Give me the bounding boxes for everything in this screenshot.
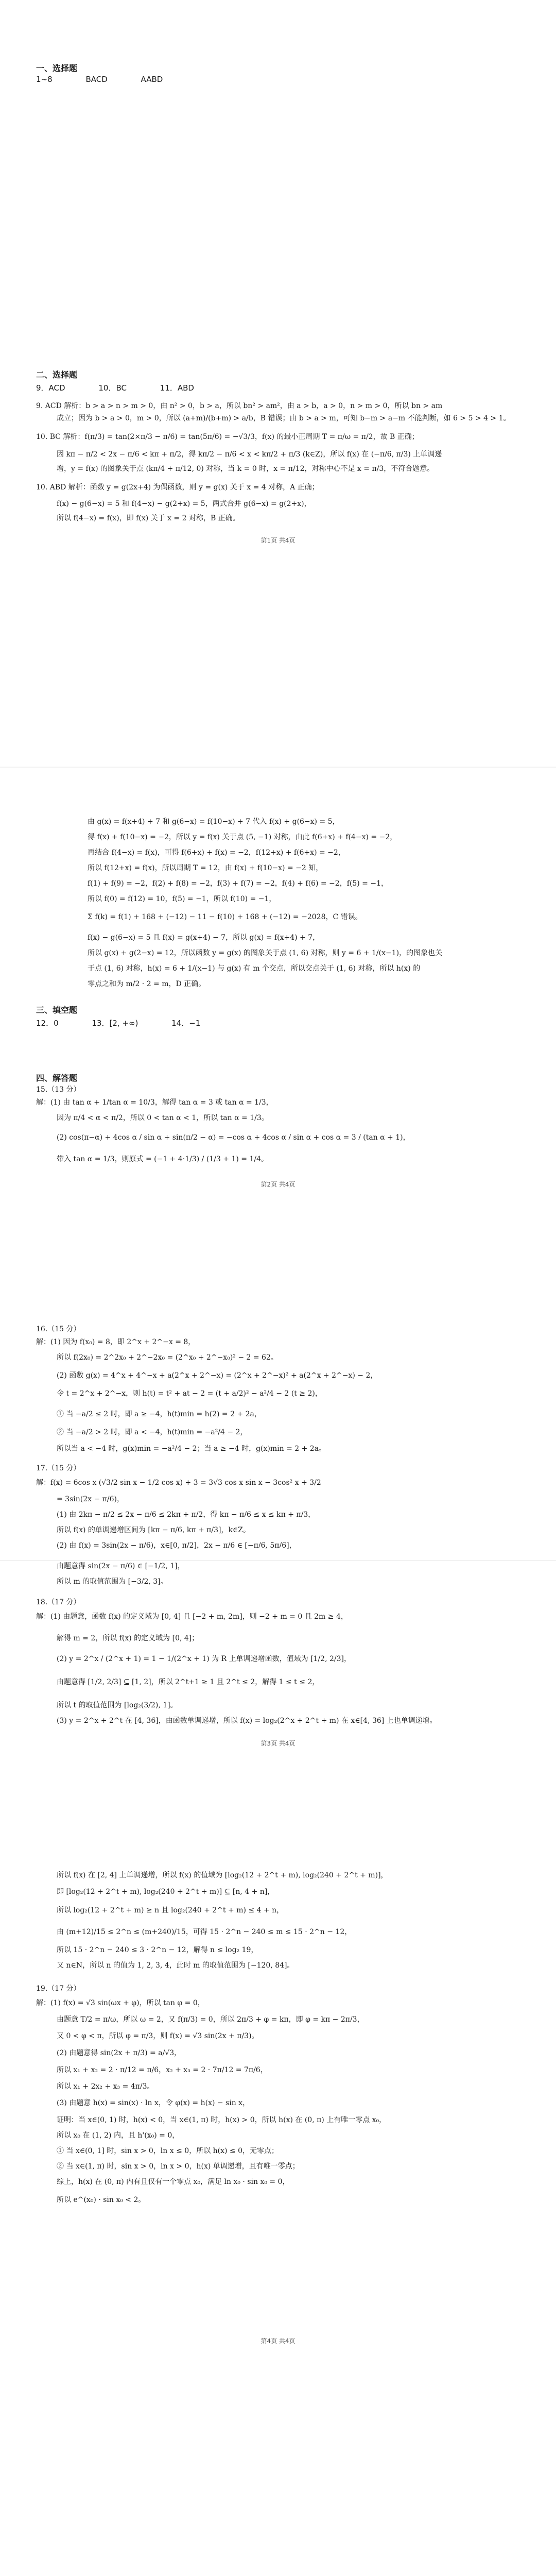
solution-line: ① 当 −a/2 ≤ 2 时，即 a ≥ −4，h(t)min = h(2) = 2 + 2a， [57,1410,262,1418]
solution-line: (2) 由 f(x) = 3sin(2x − π/6)，x∈[0, π/2]，2x − π/6 ∈ [−π/6, 5π/6]， [57,1541,297,1550]
solution-line: f(x) − g(6−x) = 5 和 f(4−x) − g(2+x) = 5，两式合并 g(6−x) = g(2+x)， [57,500,311,508]
solution-line: f(x) − g(6−x) = 5 且 f(x) = g(x+4) − 7，所以 g(x) = f(x+4) + 7， [88,934,320,942]
solution-line: 带入 tan α = 1/3，则原式 = (−1 + 4·1/3) / (1/3 + 1) = 1/4。 [57,1155,268,1163]
solution-line: 零点之和为 m/2 · 2 = m，D 正确。 [88,980,206,988]
solution-line: 再结合 f(4−x) = f(x)，可得 f(6+x) + f(x) = −2，f(12+x) + f(6+x) = −2， [88,849,345,857]
solution-line: 解：f(x) = 6cos x (√3/2 sin x − 1/2 cos x) + 3 = 3√3 cos x sin x − 3cos² x + 3/2 [36,1479,321,1487]
solution-line: (3) y = 2^x + 2^t 在 [4, 36]，由函数单调递增，所以 f(x) = log₂(2^x + 2^t + m) 在 x∈[4, 36] 上也单调递增。 [57,1717,437,1725]
solution-line: 解：(1) 由 tan α + 1/tan α = 10/3，解得 tan α = 3 或 tan α = 1/3， [36,1098,273,1107]
solution-line: 所以 f(x) 的单调递增区间为 [kπ − π/6, kπ + π/3]，k∈Z。 [57,1526,251,1534]
answer-q11: 11．ABD [160,383,194,393]
solution-line: 因为 π/4 < α < π/2，所以 0 < tan α < 1，所以 tan α = 1/3。 [57,1114,269,1122]
solution-line: 令 t = 2^x + 2^−x，则 h(t) = t² + at − 2 = (t + a/2)² − a²/4 − 2 (t ≥ 2)， [57,1389,322,1398]
solution-line: 所以 f(2x₀) = 2^2x₀ + 2^−2x₀ = (2^x₀ + 2^−x₀)² − 2 = 62。 [57,1353,278,1362]
page-footer: 第4页 共4页 [260,2337,296,2345]
solution-line: 得 f(x) + f(10−x) = −2，所以 y = f(x) 关于点 (5, −1) 对称，由此 f(6+x) + f(4−x) = −2， [88,833,397,841]
solution-line: 所以 f(0) = f(12) = 10，f(5) = −1，所以 f(10) = −1， [88,895,276,903]
section-title-multi-choice: 二、选择题 [36,370,78,380]
solution-line: (2) y = 2^x / (2^x + 1) = 1 − 1/(2^x + 1) 为 R 上单调递增函数，值域为 [1/2, 2/3]， [57,1655,351,1663]
solution-line: ② 当 −a/2 > 2 时，即 a < −4，h(t)min = −a²/4 − 2， [57,1428,248,1436]
multi-choice-answers [36,382,225,393]
solution-line: 成立；因为 b > a > 0，m > 0，所以 (a+m)/(b+m) > a/b，B 错误；由 b > a > m，可知 b−m > a−m 不能判断，如 6 > 5 > 4 > 1。 [57,414,511,422]
solution-line: f(1) + f(9) = −2，f(2) + f(8) = −2，f(3) + f(7) = −2，f(4) + f(6) = −2，f(5) = −1， [88,879,388,888]
solution-line: (2) 函数 g(x) = 4^x + 4^−x + a(2^x + 2^−x) = (2^x + 2^−x)² + a(2^x + 2^−x) − 2， [57,1371,378,1380]
section-title-solutions: 四、解答题 [36,1073,78,1083]
mc-range-label: 1~8 [36,75,53,84]
solution-line: 增，y = f(x) 的图象关于点 (kπ/4 + π/12, 0) 对称，当 k = 0 时，x = π/12，对称中心不是 x = π/3，不符合题意。 [57,465,435,473]
solution-line: 所以 t 的取值范围为 [log₂(3/2), 1]。 [57,1701,178,1709]
page-footer: 第3页 共4页 [260,1740,296,1747]
solution-line: 所以 f(12+x) = f(x)，所以周期 T = 12，由 f(x) + f(10−x) = −2 知， [88,864,323,872]
solution-line: 所以 f(4−x) = f(x)，即 f(x) 关于 x = 2 对称，B 正确。 [57,514,240,522]
solution-line: (1) 由 2kπ − π/2 ≤ 2x − π/6 ≤ 2kπ + π/2，得 kπ − π/6 ≤ x ≤ kπ + π/3， [57,1511,316,1519]
solution-line: (3) 由题意 h(x) = sin(x) · ln x，令 φ(x) = h(x) − sin x， [57,2099,250,2107]
solution-line: ② 当 x∈(1, π) 时，sin x > 0，ln x > 0，h(x) 单调递增，且有唯一零点； [57,2162,300,2171]
solution-line: 解得 m = 2，所以 f(x) 的定义域为 [0, 4]； [57,1634,199,1642]
solution-line: 综上，h(x) 在 (0, π) 内有且仅有一个零点 x₀，满足 ln x₀ · sin x₀ = 0， [57,2178,290,2186]
solution-line: 10. BC 解析：f(π/3) = tan(2×π/3 − π/6) = tan(5π/6) = −√3/3，f(x) 的最小正周期 T = π/ω = π/2，故 B 正确； [36,433,419,441]
solution-line: 证明：当 x∈(0, 1) 时，h(x) < 0，当 x∈(1, π) 时，h(x) > 0，所以 h(x) 在 (0, π) 上有唯一零点 x₀， [57,2116,387,2124]
solution-line: 所以 x₁ + x₂ = 2 · π/12 = π/6，x₂ + x₃ = 2 · 7π/12 = 7π/6， [57,2066,268,2074]
solution-line: 所以当 a < −4 时，g(x)min = −a²/4 − 2；当 a ≥ −4 时，g(x)min = 2 + 2a。 [57,1445,326,1453]
solution-line: = 3sin(2x − π/6)， [57,1495,124,1503]
solution-line: 所以 x₀ 在 (1, 2) 内，且 h'(x₀) = 0， [57,2131,180,2140]
solution-line: 所以 x₁ + 2x₂ + x₃ = 4π/3。 [57,2082,154,2091]
page-footer: 第2页 共4页 [260,1181,296,1188]
answer-page-2 [0,768,556,1561]
answer-page-1 [0,0,556,768]
solution-line: Σ f(k) = f(1) + 168 + (−12) − 11 − f(10) + 168 + (−12) = −2028，C 错误。 [88,913,362,921]
solution-line: 所以 g(x) + g(2−x) = 12，所以函数 y = g(x) 的图象关于点 (1, 6) 对称，则 y = 6 + 1/(x−1)，的图象也关 [88,949,443,957]
solution-line: (2) cos(π−α) + 4cos α / sin α + sin(π/2 − α) = −cos α + 4cos α / sin α + cos α = 3 / (tan α + 1)， [57,1133,410,1142]
page-footer: 第1页 共4页 [260,537,296,544]
mc-answers-1: BACD [85,75,108,84]
question-header: 19.（17 分） [36,1985,81,1993]
answer-q9: 9．ACD [36,383,65,393]
solution-line: 解：(1) 由题意，函数 f(x) 的定义域为 [0, 4] 且 [−2 + m, 2m]，则 −2 + m = 0 且 2m ≥ 4， [36,1613,348,1621]
solution-line: 由题意得 [1/2, 2/3] ⊆ [1, 2]，所以 2^t+1 ≥ 1 且 2^t ≤ 2，解得 1 ≤ t ≤ 2， [57,1678,320,1686]
solution-line: 9. ACD 解析：b > a > n > m > 0，由 n² > 0，b > a，所以 bn² > am²，由 a > b，a > 0，n > m > 0，所以 bn > am [36,402,443,410]
solution-line: 所以 m 的取值范围为 [−3/2, 3]。 [57,1578,168,1586]
solution-line: 所以 15 · 2^n − 240 ≤ 3 · 2^n − 12，解得 n ≤ log₂ 19， [57,1946,258,1954]
answer-q10: 10．BC [98,383,127,393]
answer-q13: 13．[2, +∞) [92,1019,138,1028]
answer-q14: 14．−1 [171,1019,201,1028]
solution-line: ① 当 x∈(0, 1] 时，sin x > 0，ln x ≤ 0，所以 h(x) ≤ 0，无零点； [57,2147,279,2155]
answer-q12: 12．0 [36,1019,59,1028]
solution-line: 由题意得 sin(2x − π/6) ∈ [−1/2, 1]， [57,1562,185,1570]
question-header: 18.（17 分） [36,1598,81,1606]
mc-answers-2: AABD [141,75,163,84]
answer-page-3 [0,1561,556,2360]
fill-in-answers [36,1018,231,1028]
solution-line: 解：(1) 因为 f(x₀) = 8，即 2^x + 2^−x = 8， [36,1338,196,1346]
solution-line: 因 kπ − π/2 < 2x − π/6 < kπ + π/2，得 kπ/2 − π/6 < x < kπ/2 + π/3 (k∈Z)，所以 f(x) 在 (−π/6, π/3) 上单调递 [57,450,442,459]
question-header: 16.（15 分） [36,1325,81,1333]
question-header: 15.（13 分） [36,1086,81,1094]
solution-line: 又 n∈N，所以 n 的值为 1, 2, 3, 4，此时 m 的取值范围为 [−120, 84]。 [57,1961,294,1970]
solution-line: 由题意 T/2 = π/ω，所以 ω = 2，又 f(π/3) = 0，所以 2π/3 + φ = kπ，即 φ = kπ − 2π/3， [57,2015,364,2024]
question-header: 17.（15 分） [36,1464,81,1472]
solution-line: 解：(1) f(x) = √3 sin(ωx + φ)，所以 tan φ = 0， [36,1999,205,2007]
section-title-single-choice: 一、选择题 [36,63,78,73]
solution-line: 于点 (1, 6) 对称，h(x) = 6 + 1/(x−1) 与 g(x) 有 m 个交点，所以交点关于 (1, 6) 对称，所以 h(x) 的 [88,964,421,973]
solution-line: 由 g(x) = f(x+4) + 7 和 g(6−x) = f(10−x) + 7 代入 f(x) + g(6−x) = 5， [88,818,340,826]
solution-line: (2) 由题意得 sin(2x + π/3) = a/√3， [57,2049,182,2057]
section-title-fill-in: 三、填空题 [36,1005,78,1015]
solution-line: 由 (m+12)/15 ≤ 2^n ≤ (m+240)/15，可得 15 · 2^n − 240 ≤ m ≤ 15 · 2^n − 12， [57,1928,352,1936]
solution-line: 所以 log₂(12 + 2^t + m) ≥ n 且 log₂(240 + 2^t + m) ≤ 4 + n， [57,1906,284,1914]
solution-line: 即 [log₂(12 + 2^t + m), log₂(240 + 2^t + m)] ⊆ [n, 4 + n]， [57,1888,275,1896]
solution-line: 所以 f(x) 在 [2, 4] 上单调递增，所以 f(x) 的值域为 [log₂(12 + 2^t + m), log₂(240 + 2^t + m)]， [57,1871,388,1879]
solution-line: 所以 e^(x₀) · sin x₀ < 2。 [57,2196,146,2204]
solution-line: 又 0 < φ < π，所以 φ = π/3，则 f(x) = √3 sin(2x + π/3)。 [57,2032,259,2040]
single-choice-answers [36,75,194,84]
solution-line: 10. ABD 解析：函数 y = g(2x+4) 为偶函数，则 y = g(x) 关于 x = 4 对称，A 正确； [36,483,319,492]
